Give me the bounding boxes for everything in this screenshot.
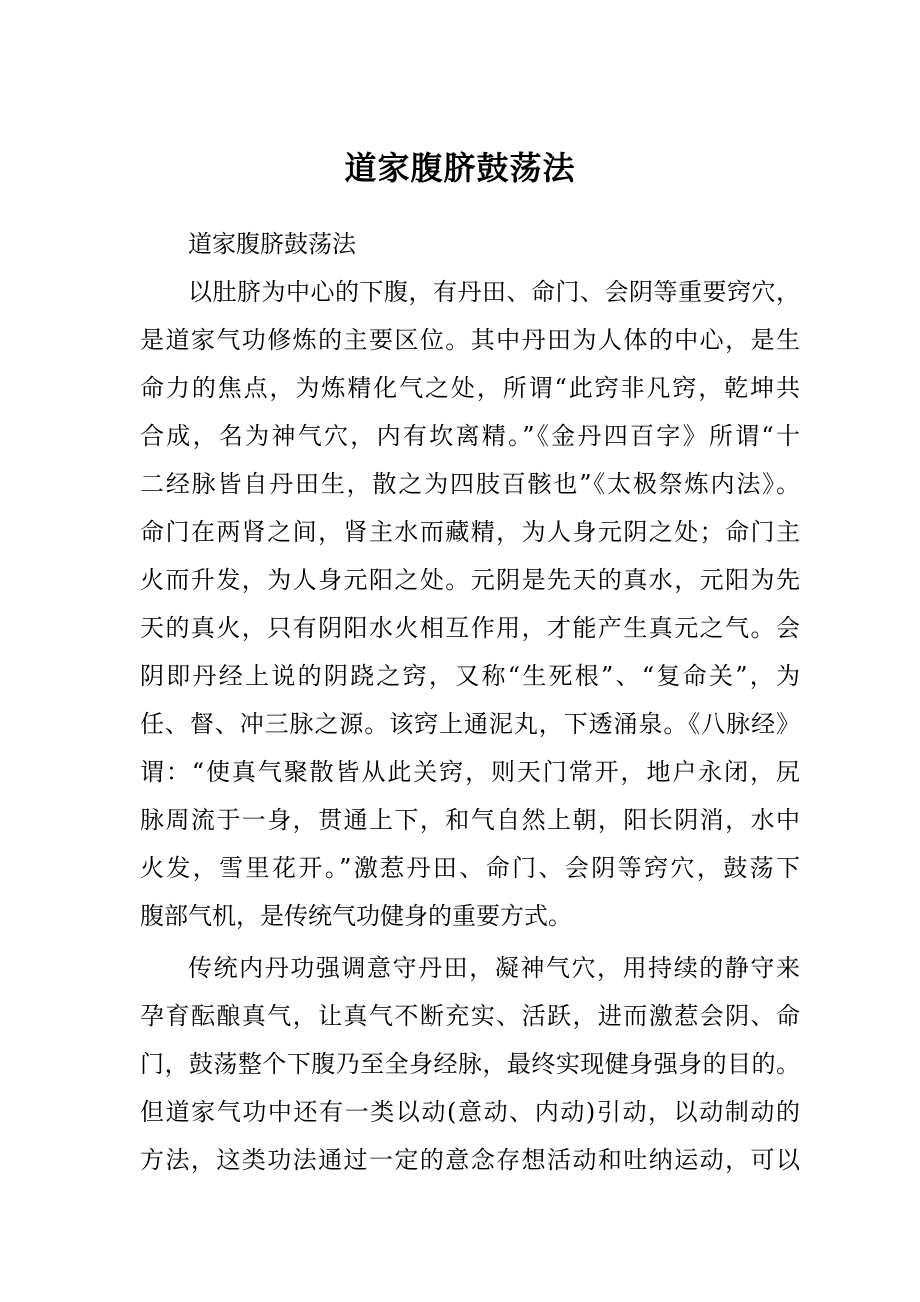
paragraph-1 [140, 268, 800, 940]
paragraph-line: 但道家气功中还有一类以动(意动、内动)引动，以动制动的 [140, 1098, 800, 1126]
paragraph-line: 传统内丹功强调意守丹田，凝神气穴，用持续的静守来 [188, 954, 800, 982]
paragraph-2 [140, 944, 800, 1184]
paragraph-line: 命力的焦点，为炼精化气之处，所谓“此窍非凡窍，乾坤共 [140, 374, 800, 402]
subtitle-line: 道家腹脐鼓荡法 [188, 230, 356, 258]
paragraph-line: 以肚脐为中心的下腹，有丹田、命门、会阴等重要窍穴， [188, 278, 800, 306]
document-subtitle [140, 220, 800, 268]
paragraph-line: 是道家气功修炼的主要区位。其中丹田为人体的中心，是生 [140, 326, 800, 354]
paragraph-line: 任、督、冲三脉之源。该窍上通泥丸，下透涌泉。《八脉经》 [140, 710, 800, 738]
paragraph-line: 合成，名为神气穴，内有坎离精。”《金丹四百字》所谓“十 [140, 422, 800, 450]
paragraph-line: 谓：“使真气聚散皆从此关窍，则天门常开，地户永闭，尻 [140, 758, 800, 786]
paragraph-line: 孕育酝酿真气，让真气不断充实、活跃，进而激惹会阴、命 [140, 1002, 800, 1030]
paragraph-line: 脉周流于一身，贯通上下，和气自然上朝，阳长阴消，水中 [140, 806, 800, 834]
paragraph-line: 腹部气机，是传统气功健身的重要方式。 [140, 902, 572, 930]
document-title: 道家腹脐鼓荡法 [344, 149, 576, 187]
paragraph-line: 命门在两肾之间，肾主水而藏精，为人身元阴之处；命门主 [140, 518, 800, 546]
paragraph-line: 二经脉皆自丹田生，散之为四肢百骸也”《太极祭炼内法》。 [140, 470, 800, 498]
paragraph-line: 方法，这类功法通过一定的意念存想活动和吐纳运动，可以 [140, 1146, 800, 1174]
paragraph-line: 火发，雪里花开。”激惹丹田、命门、会阴等窍穴，鼓荡下 [140, 854, 800, 882]
paragraph-line: 火而升发，为人身元阳之处。元阴是先天的真水，元阳为先 [140, 566, 800, 594]
paragraph-line: 门，鼓荡整个下腹乃至全身经脉，最终实现健身强身的目的。 [140, 1050, 800, 1078]
paragraph-line: 阴即丹经上说的阴跷之窍，又称“生死根”、“复命关”，为 [140, 662, 800, 690]
paragraph-line: 天的真火，只有阴阳水火相互作用，才能产生真元之气。会 [140, 614, 800, 642]
